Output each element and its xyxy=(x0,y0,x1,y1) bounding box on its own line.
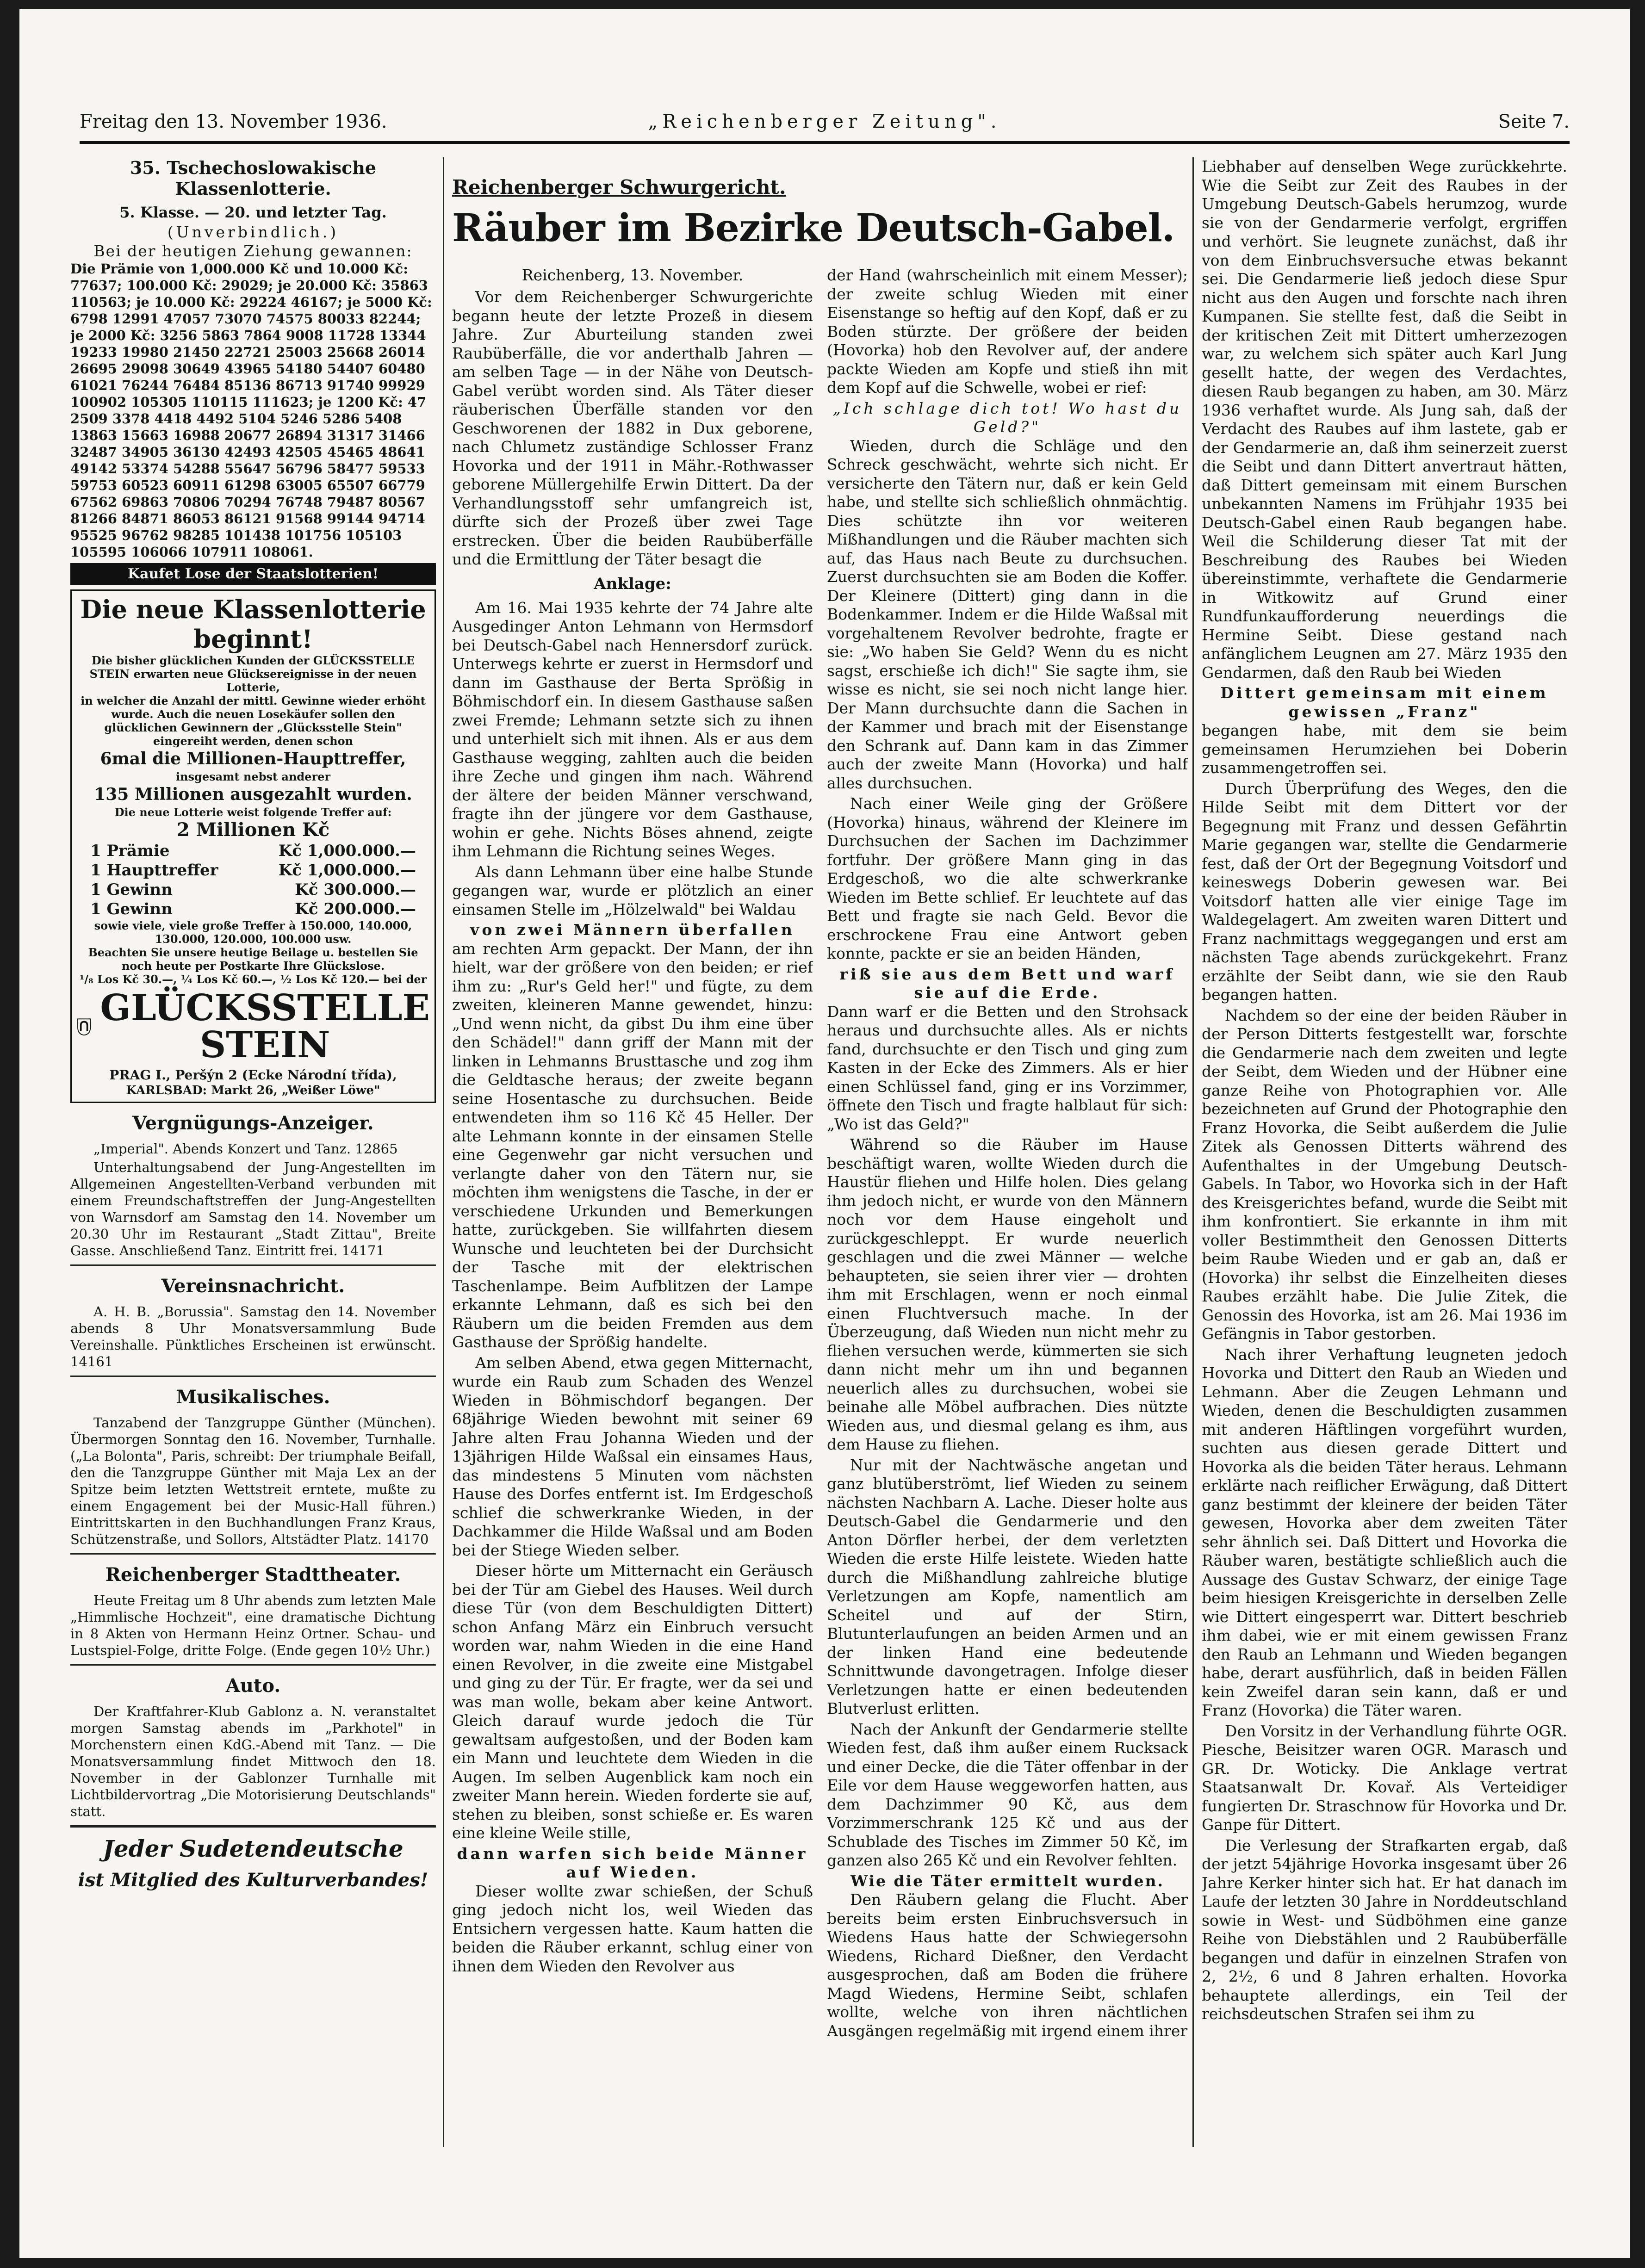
ad-text: Die neue Lotterie weist folgende Treffer auf: xyxy=(114,806,392,819)
brand-address: PRAG I., Peršýn 2 (Ecke Národní třída), xyxy=(109,1067,397,1083)
ad-title: Die neue Klassenlotterie beginnt! xyxy=(80,595,426,654)
article-kicker: Reichenberger Schwurgericht. xyxy=(452,176,786,198)
article-dateline: Reichenberg, 13. November. xyxy=(521,266,744,284)
prize-row xyxy=(76,841,430,861)
prize-label: 1 Gewinn xyxy=(90,900,173,918)
prize-row xyxy=(76,899,430,919)
article-paragraph: Die Verlesung der Strafkarten ergab, daß der jetzt 54jährige Hovorka insgesamt über 26 Jahre Kerker hinter sich hat. Er hat danach im Laufe der letzten 30 Jahre in Norddeutschland sowie in West- und Südböhmen eine ganze Reihe von Diebstählen und 2 Raubüberfälle begangen und dafür in einzelnen Strafen von 2, 2½, 6 und 8 Jahren erhalten. Hovorka behauptete allerdings, ein Teil der reichsdeutschen Strafen sei ihm zu xyxy=(1202,1836,1567,2023)
newspaper-page xyxy=(19,9,1630,2258)
ad-prices: ¹/₈ Los Kč 30.—, ¼ Los Kč 60.—, ½ Los Kč 120.— bei der xyxy=(79,973,427,986)
prize-row xyxy=(76,861,430,880)
spaced-emphasis: riß sie aus dem Bett und warf sie auf die Erde. xyxy=(839,965,1175,1002)
prize-row xyxy=(76,880,430,899)
divider xyxy=(70,1376,436,1377)
spaced-emphasis: Dittert gemeinsam mit einem gewissen „Franz" xyxy=(1220,684,1549,721)
classifieds-column xyxy=(70,157,436,2147)
article-column-3 xyxy=(1202,157,1567,2147)
article-paragraph: Nur mit der Nachtwäsche angetan und ganz blutüberströmt, lief Wieden zu seinem nächsten Nachbarn A. Lache. Dieser holte aus Deutsch-Gabel die Gendarmerie und den Anton Dörfler herbei, der dem verletzten Wieden die erste Hilfe leistete. Wieden hatte durch die Mißhandlung zahlreiche blutige Verletzungen am Kopfe, namentlich am Scheitel und auf der Stirn, Blutunterlaufungen an beiden Armen und an der linken Hand eine bedeutende Schnittwunde davongetragen. Infolge dieser Verletzungen hatte er einen bedeutenden Blutverlust erlitten. xyxy=(827,1456,1188,1717)
article-paragraph: Nach der Ankunft der Gendarmerie stellte Wieden fest, daß ihm außer einem Rucksack und einer Decke, die die Täter offenbar in der Eile vor dem Hause weggeworfen hatten, aus dem Dachzimmer 90 Kč, aus dem Vorzimmerschrank 125 Kč und aus der Schublade des Tisches im Zimmer 50 Kč, im ganzen also 265 Kč und ein Revolver fehlten. xyxy=(827,1720,1188,1869)
lottery-results: Die Prämie von 1,000.000 Kč und 10.000 Kč: 77637; 100.000 Kč: 29029; je 20.000 Kč: 35863 110563; je 10.000 Kč: 29224 46167; je 5000 Kč: 6798 12991 47057 73070 74575 80033 82244; je 2000 Kč: 3256 5863 7864 9008 11728 13344 19233 19980 21450 22721 25003 25668 26014 26695 29098 30649 43965 54180 54407 60480 61021 76244 76484 85136 86713 91740 99929 100902 105305 110115 111623; je 1200 Kč: 47 2509 3378 4418 4492 5104 5246 5286 5408 13863 15663 16988 20677 26894 31317 31466 32487 34905 36130 42493 42505 45465 48641 49142 53374 54288 55647 56796 58477 59533 59753 60523 60911 61298 63005 65507 66779 67562 69863 70806 70294 76748 79487 80567 81266 84871 86053 86121 91568 99144 94714 95525 96762 98285 101438 101756 105103 105595 106066 107911 108061. xyxy=(70,261,432,560)
article-paragraph: Den Räubern gelang die Flucht. Aber bereits beim ersten Einbruchsversuch in Wiedens Haus hatte der Schwiegersohn Wiedens, Richard Dießner, den Verdacht ausgesprochen, daß am Boden die frühere Magd Wiedens, Hermine Seibt, schlafen wollte, welche von ihren nächtlichen Ausgängen regelmäßig mit irgend einem ihrer xyxy=(827,1890,1188,2040)
lottery-banner: Kaufet Lose der Staatslotterien! xyxy=(70,563,436,585)
column-divider xyxy=(1192,157,1194,2147)
article-paragraph: Nachdem so der eine der beiden Räuber in der Person Ditterts festgestellt war, forschte die Gendarmerie nach dem zweiten und legte der Seibt, dem Wieden und der Hübner eine ganze Reihe von Photographien vor. Alle bezeichneten auf Grund der Photographie den Franz Hovorka, die Seibt außerdem die Julie Zitek als Genossen Ditterts während des Aufenthaltes in der Umgebung Deutsch-Gabels. In Tabor, wo Hovorka sich in der Haft des Kreisgerichtes befand, wurde die Seibt mit ihm konfrontiert. Sie erkannte in ihm mit voller Bestimmtheit den Genossen Ditterts beim Raube Wieden und er gab an, daß er (Hovorka) ihr selbst die Einzelheiten dieses Raubes erzählt habe. Die Julie Zitek, die Genossin des Hovorka, ist am 26. Mai 1936 im Gefängnis in Tabor gestorben. xyxy=(1202,1006,1567,1343)
header-page-number: Seite 7. xyxy=(1498,111,1570,132)
article-paragraph: Liebhaber auf denselben Wege zurückkehrte. Wie die Seibt zur Zeit des Raubes in der Umgebung Deutsch-Gabels herumzog, wurde sie von der Gendarmerie verfolgt, ergriffen und verhört. Sie leugnete zunächst, daß ihr von dem Einbruchsversuche etwas bekannt sei. Die Gendarmerie ließ jedoch diese Spur nicht aus den Augen und forschte nach ihren Kumpanen. Sie stellte fest, daß die Seibt in der kritischen Zeit mit Dittert umherzezogen war, zu welchem sich später auch Karl Jung gesellt hatte, der wegen des Verdachtes, diesen Raub begangen zu haben, am 30. März 1936 verhaftet wurde. Als Jung sah, daß der Verdacht des Raubes auf ihm lastete, gab er der Gendarmerie an, daß ihm seinerzeit zuerst die Seibt und dann Dittert anvertraut hätten, daß Dittert gemeinsam mit einem Burschen unbekannten Namens im Frühjahr 1935 bei Deutsch-Gabel einen Raub begangen habe. Weil die Schilderung dieser Tat mit der Beschreibung des Raubes bei Wieden übereinstimmte, verhaftete die Gendarmerie in Witkowitz auf Grund einer Rundfunkaufforderung neuerdings die Hermine Seibt. Diese gestand nach anfänglichem Leugnen am 27. März 1935 den Gendarmen, daß den Raub bei Wieden xyxy=(1202,157,1567,682)
article-paragraph: Dieser hörte um Mitternacht ein Geräusch bei der Tür am Giebel des Hauses. Weil durch diese Tür (von dem Beschuldigten Dittert) schon Anfang März ein Einbruch versucht worden war, nahm Wieden in die eine Hand einen Revolver, in die zweite eine Mistgabel und ging zu der Tür. Er fragte, wer da sei und was man wolle, bekam aber keine Antwort. Gleich darauf wurde jedoch die Tür gewaltsam aufgestoßen, und der Boden kam ein Mann und leuchtete dem Wieden in die Augen. Im selben Augenblick kam noch ein zweiter Mann herein. Wieden forderte sie auf, stehen zu bleiben, sonst schieße er. Es waren eine kleine Weile stille, xyxy=(452,1562,813,1842)
header-date: Freitag den 13. November 1936. xyxy=(80,111,387,132)
indictment-heading: Anklage: xyxy=(594,574,671,593)
notice: „Imperial". Abends Konzert und Tanz. 12865 xyxy=(93,1141,398,1157)
prize-list xyxy=(76,841,430,919)
prize-value: Kč 200.000.— xyxy=(295,900,416,918)
column-divider xyxy=(443,157,444,2147)
prize-label: 1 Gewinn xyxy=(90,880,173,899)
article-paragraph: Am selben Abend, etwa gegen Mitternacht, wurde ein Raub zum Schaden des Wenzel Wieden in Böhmischdorf begangen. Der 68jährige Wieden bewohnt mit seiner 69 Jahre alten Frau Johanna Wieden und der 13jährigen Hilde Waßsal ein einsames Haus, das mindestens 5 Minuten vom nächsten Hause des Dorfes entfernt ist. Im Erdgeschoß schlief die schwerkranke Wieden, in der Dachkammer die Hilde Waßsal und am Boden bei der Stiege Wieden selber. xyxy=(452,1353,813,1559)
prize-value: Kč 1,000.000.— xyxy=(278,861,416,880)
notice: Der Kraftfahrer-Klub Gablonz a. N. veranstaltet morgen Samstag abends im „Parkhotel" in Morchenstern einen KdG.-Abend mit Tanz. — Die Monatsversammlung findet Mittwoch den 18. November in der Gablonzer Turnhalle mit Lichtbildervortrag „Die Motorisierung Deutschlands" statt. xyxy=(70,1704,436,1819)
article-paragraph: Dann warf er die Betten und den Strohsack heraus und durchsuchte alles. Als er nichts fand, durchsuchte er den Tisch und ging zum Kasten in der Ecke des Zimmers. Als er hier einen Schlüssel fand, ging er ins Vorzimmer, öffnete den Tisch und fragte halblaut für sich: „Wo ist das Geld?" xyxy=(827,1002,1188,1133)
ad-highlight: 2 Millionen Kč xyxy=(176,819,330,841)
ad-highlight: 135 Millionen ausgezahlt wurden. xyxy=(94,785,412,804)
article-paragraph: Durch Überprüfung des Weges, den die Hilde Seibt mit dem Dittert vor der Begegnung mit Franz und dessen Gefährtin Marie gegangen war, stellte die Gendarmerie fest, daß der Ort der Begegnung Voitsdorf und keineswegs Doberin gewesen war. Bei Voitsdorf hatten alle vier einige Tage im Waldegelagert. Am zweiten waren Dittert und Franz nachmittags weggegangen und erst am nächsten Tage abends zurückgekehrt. Franz erzählte der Seibt dann, wie sie den Raub begangen hatten. xyxy=(1202,779,1567,1004)
ad-text: in welcher die Anzahl der mittl. Gewinne wieder erhöht wurde. Auch die neuen Losekäufer sollen den glücklichen Gewinnern der „Glücksstelle Stein" eingereiht werden, denen schon xyxy=(81,694,426,748)
notice: A. H. B. „Borussia". Samstag den 14. November abends 8 Uhr Monatsversammlung Bude Vereinshalle. Pünktliches Erscheinen ist erwünscht. 14161 xyxy=(70,1304,436,1369)
brand-block xyxy=(76,987,430,1066)
article-header xyxy=(452,157,1188,264)
section-heading: Auto. xyxy=(225,1675,281,1697)
ad-text: insgesamt nebst anderer xyxy=(175,770,331,783)
spaced-emphasis: dann warfen sich beide Männer auf Wieden. xyxy=(457,1844,808,1881)
ad-line: Jeder Sudetendeutsche xyxy=(103,1835,403,1862)
article-paragraph: am rechten Arm gepackt. Der Mann, der ihn hielt, war der größere von den beiden; er rief ihm zu: „Rur's Geld her!" und fügte, zu dem zweiten, kleineren Manne gewendet, hinzu: „Und wenn nicht, da gibst Du ihm eine über den Schädel!" dann griff der Mann mit der linken in Lehmanns Brusttasche und zog ihm die Geldtasche heraus; der zweite begann seine Hosentasche zu durchsuchen. Beide entwendeten ihm so 116 Kč 45 Heller. Der alte Lehmann konnte in der einsamen Stelle eine Gegenwehr gar nicht versuchen und verlangte daher von den Tätern nur, sie möchten ihm wenigstens die Tasche, in der er verschiedene Urkunden und Bemerkungen hatte, zurückgeben. Sie willfahrten diesem Wunsche und leuchteten bei der Durchsicht der Tasche mit der elektrischen Taschenlampe. Beim Aufblitzen der Lampe erkannte Lehmann, daß es sich bei den Räubern um die beiden Fremden aus dem Gasthause der Sprößig handelte. xyxy=(452,939,813,1351)
ad-line: ist Mitglied des Kulturverbandes! xyxy=(78,1869,428,1891)
article-paragraph: begangen habe, mit dem sie beim gemeinsamen Herumziehen bei Doberin zusammengetroffen sei. xyxy=(1202,721,1567,777)
quote: „Ich schlage dich tot! Wo hast du Geld?" xyxy=(832,399,1182,436)
notice: Unterhaltungsabend der Jung-Angestellten im Allgemeinen Angestellten-Verband verbunden mit einem Freundschaftstreffen der Jung-Angestellten von Warnsdorf am Samstag den 14. November um 20.30 Uhr im Restaurant „Stadt Zittau", Breite Gasse. Anschließend Tanz. Eintritt frei. 14171 xyxy=(70,1159,436,1258)
article-paragraph: Nach einer Weile ging der Größere (Hovorka) hinaus, während der Kleinere im Durchsuchen der Sachen im Dachzimmer fortfuhr. Der größere Mann ging in das Erdgeschoß, wo die alte schwerkranke Wieden im Bette schlief. Er leuchtete auf das Bett und fragte sie nach Geld. Bevor die erschrockene Frau eine Antwort geben konnte, packte er sie an beiden Händen, xyxy=(827,794,1188,962)
kulturverband-ad xyxy=(70,1834,436,1895)
header-rule xyxy=(80,141,1570,144)
notice: Tanzabend der Tanzgruppe Günther (München). Übermorgen Sonntag den 16. November, Turnhalle. („La Bolonta", Paris, schreibt: Der triumphale Beifall, den die Tanzgruppe Günther mit Maja Lex an der Spitze beim letzten Wettstreit erntete, mußte zu einem Engagement bei der Music-Hall führen.) Eintrittskarten in den Buchhandlungen Franz Kraus, Schützenstraße, und Sollors, Altstädter Platz. 14170 xyxy=(70,1415,436,1547)
ad-text: Die bisher glücklichen Kunden der GLÜCKSSTELLE STEIN erwarten neue Glücksereignisse in der neuen Lotterie, xyxy=(89,654,417,694)
lottery-advertisement xyxy=(70,589,436,1103)
article-column-1 xyxy=(452,266,813,2147)
prize-value: Kč 1,000.000.— xyxy=(278,842,416,860)
article-paragraph: Während so die Räuber im Hause beschäftigt waren, wollte Wieden durch die Haustür fliehen und Hilfe holen. Dies gelang ihm jedoch nicht, er wurde von den Männern noch vor dem Hause eingeholt und zurückgeschleppt. Er wurde neuerlich geschlagen und die zwei Männer — welche behaupteten, sie seien ihrer vier — drohten ihm mit Erschlagen, wenn er noch einmal einen Fluchtversuch mache. In der Überzeugung, daß Wieden nun nicht mehr zu fliehen versuchen werde, kümmerten sie sich dann nicht mehr um ihn und begannen neuerlich alles zu durchsuchen, wobei sie beinahe alle Möbel aufbrachen. Dies nützte Wieden aus, und diesmal gelang es ihm, aus dem Hause zu fliehen. xyxy=(827,1135,1188,1453)
lottery-intro: Bei der heutigen Ziehung gewannen: xyxy=(93,242,413,260)
article-headline: Räuber im Bezirke Deutsch-Gabel. xyxy=(452,206,1175,250)
article-column-2 xyxy=(827,266,1188,2147)
divider xyxy=(70,1264,436,1266)
lottery-class: 5. Klasse. — 20. und letzter Tag. xyxy=(119,204,387,221)
divider xyxy=(70,1553,436,1555)
article-paragraph: Den Vorsitz in der Verhandlung führte OGR. Piesche, Beisitzer waren OGR. Marasch und GR. Dr. Woticky. Die Anklage vertrat Staatsanwalt Dr. Kovař. Als Verteidiger fungierten Dr. Straschnow für Hovorka und Dr. Ganpe für Dittert. xyxy=(1202,1722,1567,1834)
article-paragraph: Wieden, durch die Schläge und den Schreck geschwächt, wehrte sich nicht. Er versicherte den Tätern nur, daß er kein Geld habe, und stellte sich schließlich ohnmächtig. Dies schützte ihn vor weiteren Mißhandlungen und die Räuber machten sich auf, das Haus nach Beute zu durchsuchen. Zuerst durchsuchten sie am Boden die Koffer. Der Kleinere (Dittert) ging dann in die Bodenkammer. Indem er die Hilde Waßsal mit vorgehaltenem Revolver bedrohte, fragte er sie: „Wo haben Sie Geld? Wenn du es nicht sagst, erschieße ich dich!" Sie sagte ihm, sie wisse es nicht, sie sei noch nicht lange hier. Der Mann durchsuchte dann die Sachen in der Kammer und brach mit der Eisenstange den Schrank auf. Dann kam in das Zimmer auch der zweite Mann (Hovorka) und half alles durchsuchen. xyxy=(827,436,1188,792)
subheading: Wie die Täter ermittelt wurden. xyxy=(850,1871,1165,1890)
ad-highlight: 6mal die Millionen-Haupttreffer, xyxy=(100,749,406,768)
prize-value: Kč 300.000.— xyxy=(295,880,416,899)
prize-label: 1 Haupttreffer xyxy=(90,861,218,880)
divider xyxy=(70,1825,436,1828)
spaced-emphasis: von zwei Männern überfallen xyxy=(470,921,795,939)
article-paragraph: Dieser wollte zwar schießen, der Schuß ging jedoch nicht los, weil Wieden das Entsichern vergessen hatte. Kaum hatten die beiden die Räuber erkannt, schlug einer von ihnen dem Wieden den Revolver aus xyxy=(452,1882,813,1975)
divider xyxy=(70,1664,436,1666)
article-paragraph: Nach ihrer Verhaftung leugneten jedoch Hovorka und Dittert den Raub an Wieden und Lehmann. Aber die Zeugen Lehmann und Wieden, denen die Beschuldigten zusammen mit anderen Häftlingen vorgeführt wurden, suchten aus diesen gerade Dittert und Hovorka als die beiden Täter heraus. Lehmann erklärte nach reiflicher Erwägung, daß Dittert ganz bestimmt der kleinere der beiden Täter gewesen, Hovorka aber dem zweiten Täter sehr ähnlich sei. Daß Dittert und Hovorka die Räuber waren, bestätigte schließlich auch die Aussage des Gustav Schwarz, der einige Tage beim hiesigen Kreisgerichte in derselben Zelle wie Dittert eingesperrt war. Dittert beschrieb ihm dabei, wie er mit einem gewissen Franz den Raub an Lehmann und Wieden begangen habe, derart ausführlich, daß in beiden Fällen kein Zweifel daran sein kann, daß er und Franz (Hovorka) die Täter waren. xyxy=(1202,1345,1567,1719)
article-paragraph: Vor dem Reichenberger Schwurgerichte begann heute der letzte Prozeß in diesem Jahre. Zur Aburteilung standen zwei Raubüberfälle, die vor anderthalb Jahren — am selben Tage — in der Nähe von Deutsch-Gabel verübt worden sind. Als Täter dieser räuberischen Überfälle standen vor den Geschworenen der 1882 in Dux geborene, nach Chlumetz zuständige Schlosser Franz Hovorka und der 1911 in Mähr.-Rothwasser geborene Müllergehilfe Erwin Dittert. Da der Verhandlungsstoff sehr umfangreich ist, dürfte sich der Prozeß über zwei Tage erstrecken. Über die beiden Raubüberfälle und die Ermittlung der Täter besagt die xyxy=(452,288,813,568)
article-paragraph: der Hand (wahrscheinlich mit einem Messer); der zweite schlug Wieden mit einer Eisenstange so heftig auf den Kopf, daß er zu Boden stürzte. Der größere der beiden (Hovorka) hob den Revolver auf, der andere packte Wieden am Kopfe und stieß ihn mit dem Kopf auf die Schwelle, wobei er rief: xyxy=(827,266,1188,397)
page-header xyxy=(80,106,1570,139)
ad-text: sowie viele, viele große Treffer à 150.000, 140.000, 130.000, 120.000, 100.000 usw. xyxy=(94,919,412,946)
section-heading: Reichenberger Stadttheater. xyxy=(105,1564,401,1586)
lottery-note: (Unverbindlich.) xyxy=(167,223,339,241)
section-heading: Vereinsnachricht. xyxy=(161,1275,345,1297)
brand-name: GLÜCKSSTELLE STEIN xyxy=(100,987,430,1066)
notice: Heute Freitag um 8 Uhr abends zum letzten Male „Himmlische Hochzeit", eine dramatische Dichtung in 8 Akten von Hermann Heinz Ortner. Schau- und Lustspiel-Folge, dritte Folge. (Ende gegen 10½ Uhr.) xyxy=(70,1593,436,1658)
ad-text: Beachten Sie unsere heutige Beilage u. bestellen Sie noch heute per Postkarte Ihre Glückslose. xyxy=(88,946,418,973)
article-paragraph: Am 16. Mai 1935 kehrte der 74 Jahre alte Ausgedinger Anton Lehmann von Hermsdorf bei Deutsch-Gabel nach Hennersdorf zurück. Unterwegs kehrte er zuerst in Hermsdorf und dann im Gasthause der Berta Sprößig in Böhmischdorf ein. In diesem Gasthause saßen zwei Fremde; Lehmann setzte sich zu ihnen und unterhielt sich mit ihnen. Als er aus dem Gasthause wegging, zahlten auch die beiden ihre Zeche und gingen ihm nach. Während der ältere der beiden Männer verschwand, fragte ihn der jüngere vor dem Gasthause, wohin er gehe. Nichts Böses ahnend, zeigte ihm Lehmann die Richtung seines Weges. xyxy=(452,598,813,860)
brand-address: KARLSBAD: Markt 26, „Weißer Löwe" xyxy=(126,1084,380,1097)
prize-label: 1 Prämie xyxy=(90,842,170,860)
lottery-title: 35. Tschechoslowakische Klassenlotterie. xyxy=(130,157,377,199)
section-heading: Musikalisches. xyxy=(176,1386,330,1408)
horseshoe-logo-icon xyxy=(76,997,92,1057)
section-heading: Vergnügungs-Anzeiger. xyxy=(132,1112,374,1134)
header-paper-name: „Reichenberger Zeitung". xyxy=(648,111,1001,132)
article-paragraph: Als dann Lehmann über eine halbe Stunde gegangen war, wurde er plötzlich an einer einsamen Stelle im „Hölzelwald" bei Waldau xyxy=(452,862,813,918)
